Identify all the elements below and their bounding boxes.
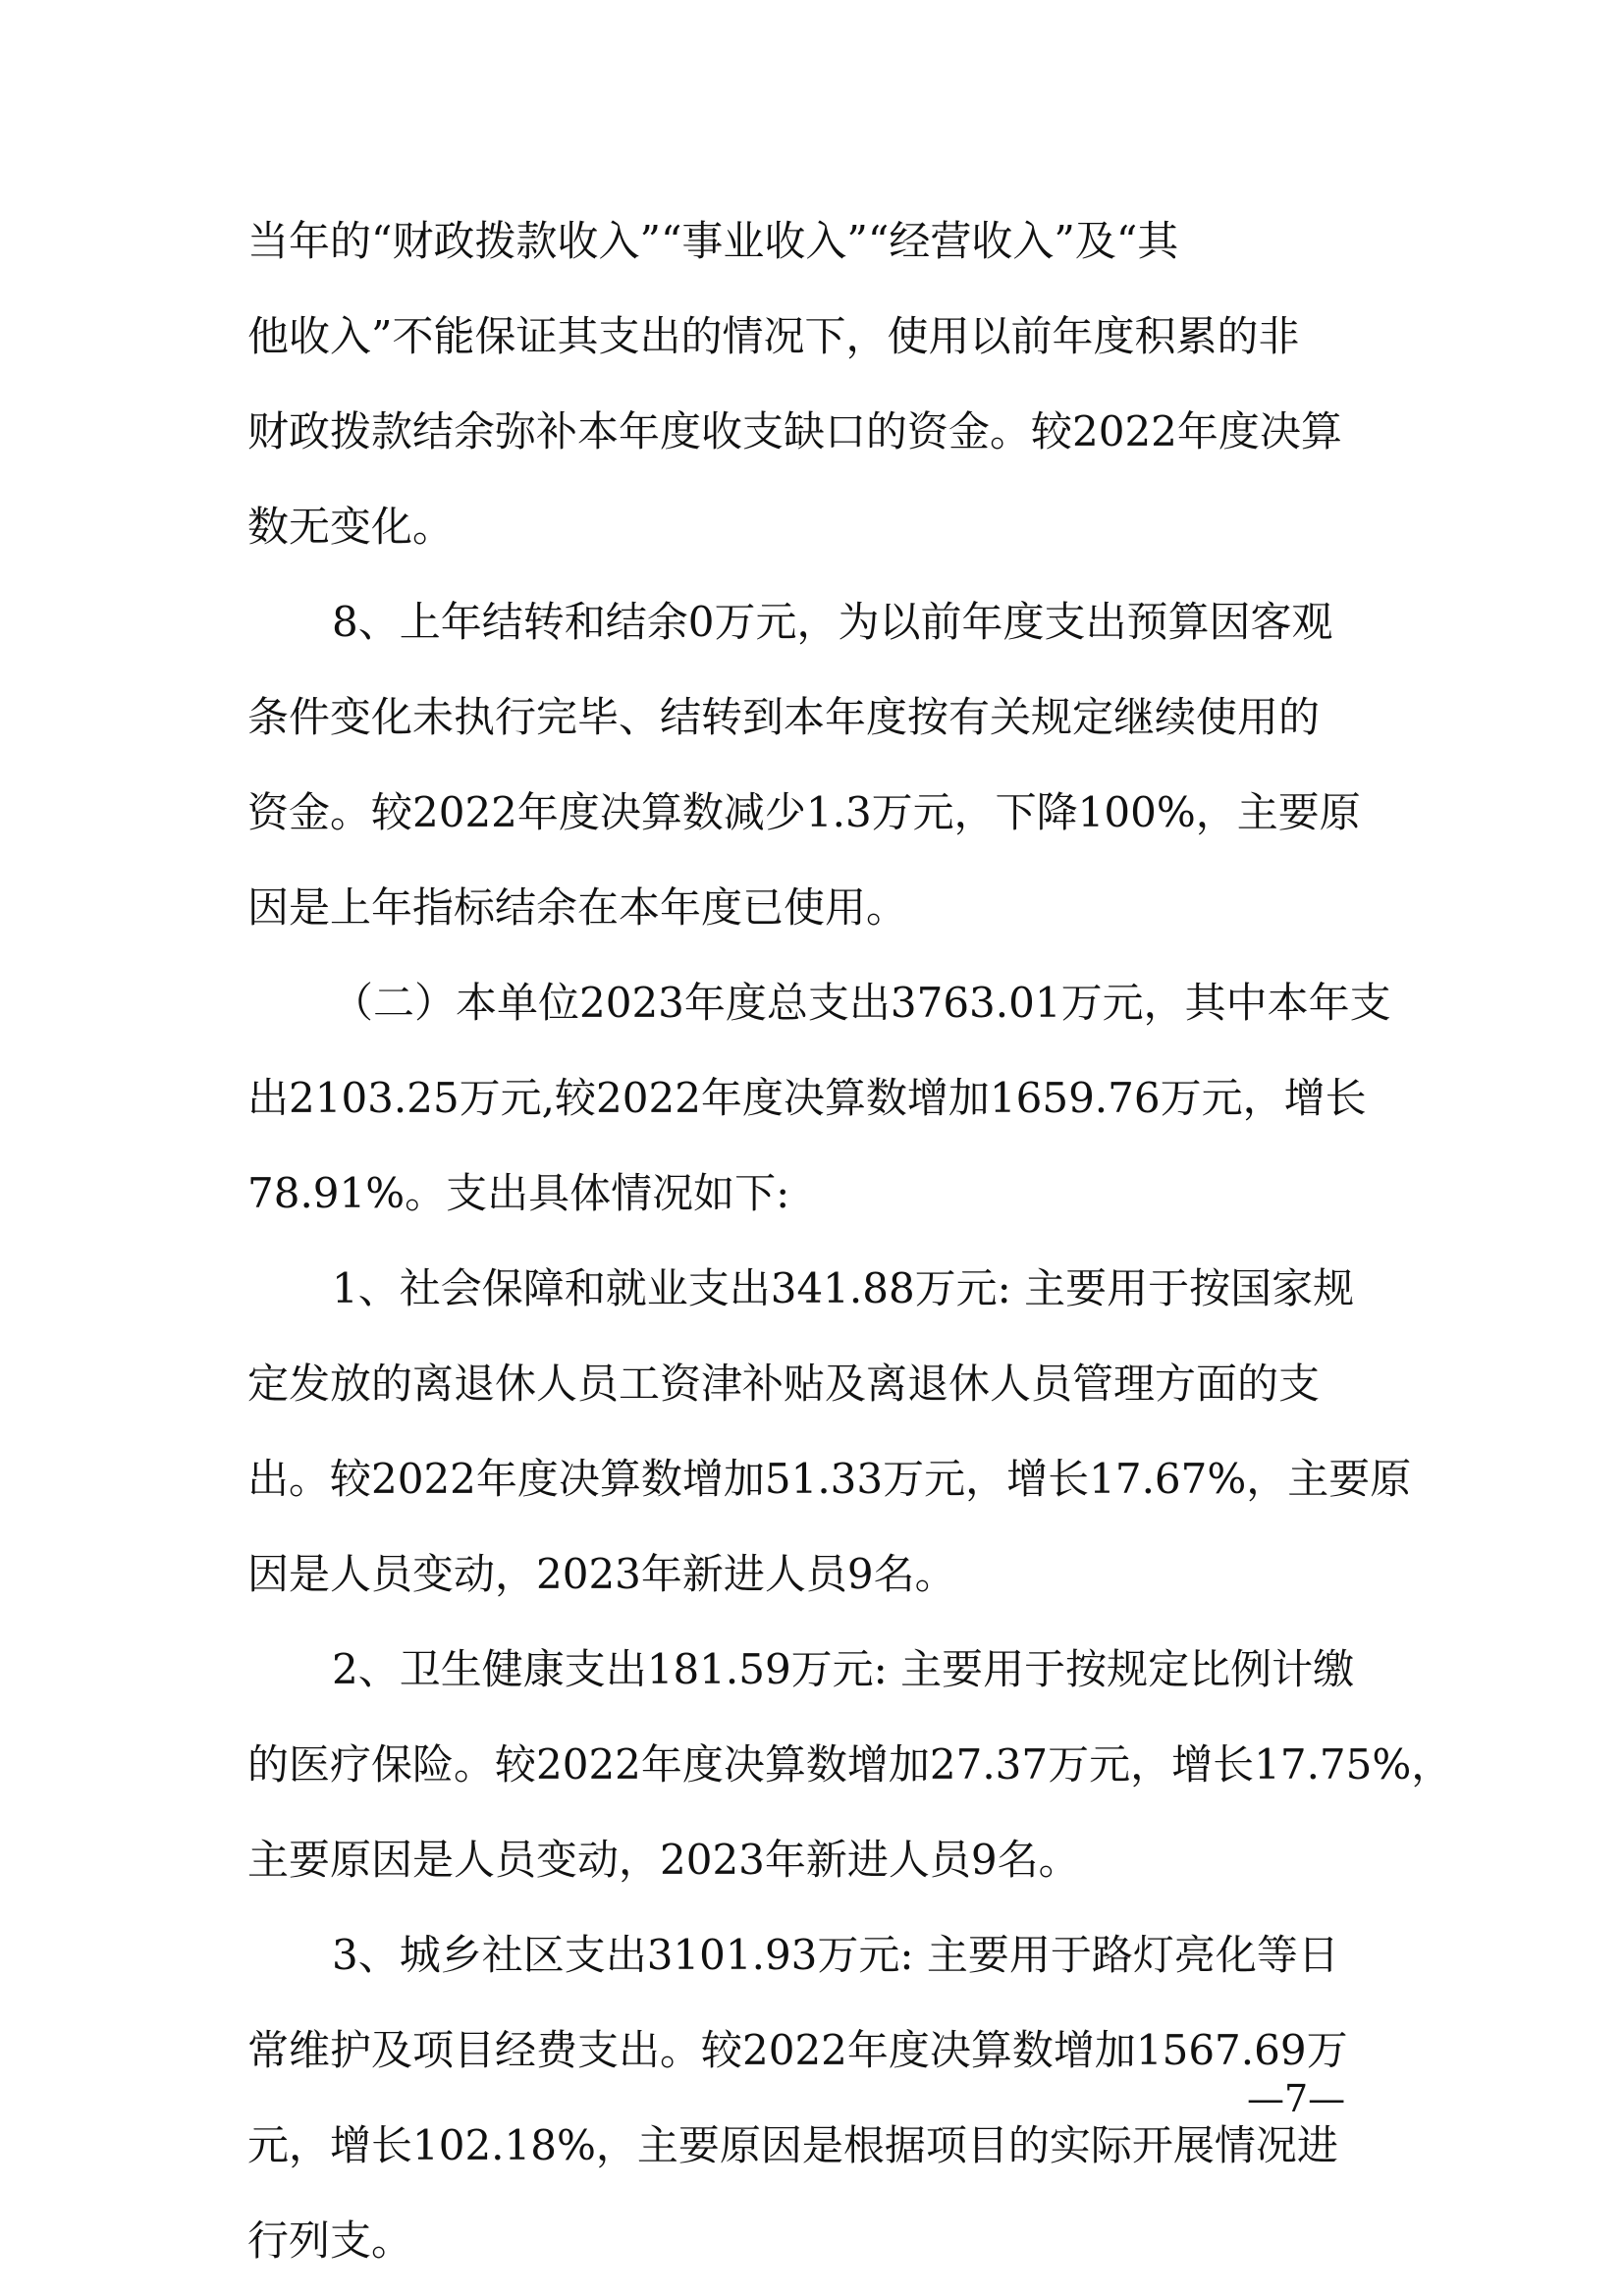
text-line: 财政拨款结余弥补本年度收支缺口的资金。较2022年度决算 [247,407,1342,455]
text-line: 资金。较2022年度决算数减少1.3万元，下降100%，主要原 [247,788,1361,836]
text-line: 当年的“财政拨款收入”“事业收入”“经营收入”及“其 [247,217,1179,265]
paragraph-first-line: 8、上年结转和结余0万元，为以前年度支出预算因客观 [332,598,1333,646]
text-line: 定发放的离退休人员工资津补贴及离退休人员管理方面的支 [247,1360,1321,1408]
text-line: 出。较2022年度决算数增加51.33万元，增长17.67%，主要原 [247,1455,1412,1503]
paragraph-first-line: 2、卫生健康支出181.59万元: 主要用于按规定比例计缴 [332,1645,1355,1693]
text-line: 他收入”不能保证其支出的情况下，使用以前年度积累的非 [247,312,1300,360]
text-line: 的医疗保险。较2022年度决算数增加27.37万元，增长17.75%， [247,1740,1453,1789]
text-line: 因是人员变动，2023年新进人员9名。 [247,1550,956,1598]
text-line: 常维护及项目经费支出。较2022年度决算数增加1567.69万 [247,2026,1348,2074]
text-line: 78.91%。支出具体情况如下: [247,1169,790,1217]
text-line: 出2103.25万元,较2022年度决算数增加1659.76万元，增长 [247,1074,1367,1122]
page-number: —7— [1247,2077,1346,2120]
paragraph-first-line: 3、城乡社区支出3101.93万元: 主要用于路灯亮化等日 [332,1931,1339,1979]
paragraph-first-line: 1、社会保障和就业支出341.88万元: 主要用于按国家规 [332,1264,1355,1312]
text-line: 条件变化未执行完毕、结转到本年度按有关规定继续使用的 [247,693,1321,741]
text-line: 主要原因是人员变动，2023年新进人员9名。 [247,1836,1080,1884]
text-line: 因是上年指标结余在本年度已使用。 [247,883,908,932]
text-line: 数无变化。 [247,503,455,551]
text-line: 行列支。 [247,2216,413,2265]
text-line: 元，增长102.18%，主要原因是根据项目的实际开展情况进 [247,2121,1338,2169]
section-heading-line: （二）本单位2023年度总支出3763.01万元，其中本年支 [332,979,1391,1027]
